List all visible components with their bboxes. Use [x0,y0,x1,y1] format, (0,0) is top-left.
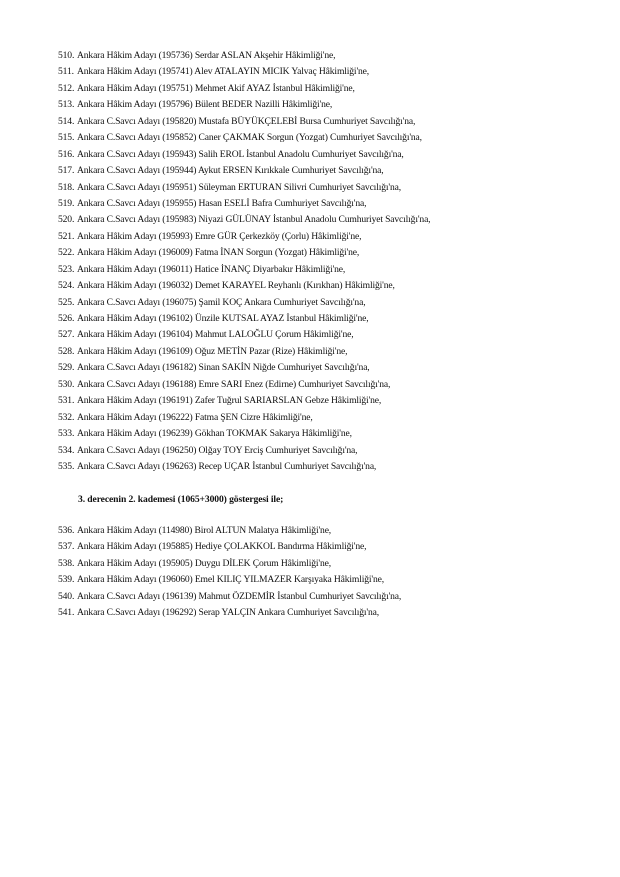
item-number: 511. [58,66,74,78]
item-text: Ankara Hâkim Adayı (196102) Ünzile KUTSAL AYAZ İstanbul Hâkimliği'ne, [77,313,369,324]
item-number: 522. [58,247,75,259]
item-text: Ankara Hâkim Adayı (195885) Hediye ÇOLAKKOL Bandırma Hâkimliği'ne, [77,541,367,553]
item-number: 540. [58,590,75,602]
list-item [58,212,598,228]
appointment-list-1 [58,48,598,475]
list-item [58,377,598,393]
item-text: Ankara Hâkim Adayı (196032) Demet KARAYEL Reyhanlı (Kırıkhan) Hâkimliği'ne, [77,280,395,292]
item-number: 518. [58,181,75,193]
item-number: 512. [58,82,75,94]
item-number: 535. [58,460,75,472]
list-item [58,196,598,212]
item-number: 531. [58,395,75,407]
item-text: Ankara C.Savcı Adayı (196188) Emre SARI Enez (Edirne) Cumhuriyet Savcılığı'na, [77,378,391,390]
item-number: 528. [58,345,75,357]
item-text: Ankara C.Savcı Adayı (196139) Mahmut ÖZDEMİR İstanbul Cumhuriyet Savcılığı'na, [77,590,402,602]
item-number: 532. [58,411,75,423]
item-text: Ankara C.Savcı Adayı (195852) Caner ÇAKMAK Sorgun (Yozgat) Cumhuriyet Savcılığı'na, [77,132,422,144]
list-item [58,278,598,294]
list-item [58,229,598,245]
list-item [58,572,598,588]
item-text: Ankara Hâkim Adayı (195905) Duygu DİLEK Çorum Hâkimliği'ne, [77,557,331,569]
list-item [58,556,598,572]
item-number: 510. [58,50,75,61]
list-item [58,114,598,130]
item-text: Ankara C.Savcı Adayı (195944) Aykut ERSEN Kırıkkale Cumhuriyet Savcılığı'na, [77,165,384,177]
list-item [58,147,598,163]
item-text: Ankara C.Savcı Adayı (196182) Sinan SAKİN Niğde Cumhuriyet Savcılığı'na, [77,362,370,374]
list-item [58,295,598,311]
item-text: Ankara C.Savcı Adayı (196292) Serap YALÇIN Ankara Cumhuriyet Savcılığı'na, [77,607,380,619]
item-number: 538. [58,557,75,569]
item-number: 539. [58,574,75,586]
item-number: 525. [58,296,75,308]
list-item [58,589,598,605]
list-item [58,344,598,360]
item-number: 536. [58,525,75,536]
list-item [58,426,598,442]
list-item [58,605,598,621]
item-text: Ankara C.Savcı Adayı (195820) Mustafa BÜYÜKÇELEBİ Bursa Cumhuriyet Savcılığı'na, [77,115,416,127]
item-text: Ankara Hâkim Adayı (196191) Zafer Tuğrul SARIARSLAN Gebze Hâkimliği'ne, [77,395,382,407]
item-number: 541. [58,607,75,619]
item-text: Ankara Hâkim Adayı (195741) Alev ATALAYIN MICIK Yalvaç Hâkimliği'ne, [77,66,370,78]
list-item [58,410,598,426]
list-item [58,97,598,113]
appointment-list-2 [58,523,598,622]
item-text: Ankara Hâkim Adayı (196011) Hatice İNANÇ Diyarbakır Hâkimliği'ne, [77,263,346,275]
item-text: Ankara C.Savcı Adayı (196263) Recep UÇAR İstanbul Cumhuriyet Savcılığı'na, [77,460,377,472]
item-number: 517. [58,165,75,177]
item-text: Ankara Hâkim Adayı (195736) Serdar ASLAN Akşehir Hâkimliği'ne, [77,50,336,61]
item-number: 521. [58,230,75,242]
item-text: Ankara Hâkim Adayı (196109) Oğuz METİN Pazar (Rize) Hâkimliği'ne, [77,345,348,357]
item-text: Ankara C.Savcı Adayı (195983) Niyazi GÜLÜNAY İstanbul Anadolu Cumhuriyet Savcılığı'na, [77,214,431,226]
item-number: 513. [58,99,75,111]
item-number: 515. [58,132,75,144]
item-number: 520. [58,214,75,226]
item-number: 530. [58,378,75,390]
item-number: 519. [58,197,75,209]
item-text: Ankara C.Savcı Adayı (195951) Süleyman ERTURAN Silivri Cumhuriyet Savcılığı'na, [77,181,401,193]
list-item [58,81,598,97]
list-item [58,311,598,327]
item-number: 526. [58,313,75,324]
item-text: Ankara Hâkim Adayı (196060) Emel KILIÇ YILMAZER Karşıyaka Hâkimliği'ne, [77,574,384,586]
item-number: 529. [58,362,75,374]
list-item [58,262,598,278]
item-number: 533. [58,428,75,440]
list-item [58,163,598,179]
item-text: Ankara Hâkim Adayı (196239) Gökhan TOKMAK Sakarya Hâkimliği'ne, [77,428,352,440]
list-item [58,180,598,196]
item-number: 523. [58,263,75,275]
item-text: Ankara C.Savcı Adayı (196250) Olğay TOY Erciş Cumhuriyet Savcılığı'na, [77,444,358,456]
list-item [58,360,598,376]
section-heading: 3. derecenin 2. kademesi (1065+3000) göstergesi ile; [78,494,284,505]
list-item [58,48,598,64]
item-text: Ankara C.Savcı Adayı (196075) Şamil KOÇ Ankara Cumhuriyet Savcılığı'na, [77,296,366,308]
item-text: Ankara Hâkim Adayı (195993) Emre GÜR Çerkezköy (Çorlu) Hâkimliği'ne, [77,230,362,242]
list-item [58,130,598,146]
item-text: Ankara Hâkim Adayı (196009) Fatma İNAN Sorgun (Yozgat) Hâkimliği'ne, [77,247,360,259]
item-text: Ankara Hâkim Adayı (196222) Fatma ŞEN Cizre Hâkimliği'ne, [77,411,313,423]
item-text: Ankara C.Savcı Adayı (195943) Salih EROL İstanbul Anadolu Cumhuriyet Savcılığı'na, [77,148,404,160]
item-number: 534. [58,444,75,456]
list-item [58,393,598,409]
list-item [58,539,598,555]
list-item [58,443,598,459]
item-number: 524. [58,280,75,292]
list-item [58,245,598,261]
item-text: Ankara Hâkim Adayı (114980) Birol ALTUN Malatya Hâkimliği'ne, [77,525,332,536]
item-number: 514. [58,115,75,127]
item-number: 537. [58,541,75,553]
item-number: 527. [58,329,75,341]
list-item [58,327,598,343]
item-text: Ankara Hâkim Adayı (195796) Bülent BEDER Nazilli Hâkimliği'ne, [77,99,333,111]
item-text: Ankara Hâkim Adayı (195751) Mehmet Akif AYAZ İstanbul Hâkimliği'ne, [77,82,355,94]
item-text: Ankara C.Savcı Adayı (195955) Hasan ESELİ Bafra Cumhuriyet Savcılığı'na, [77,197,367,209]
list-item [58,64,598,80]
item-number: 516. [58,148,75,160]
list-item [58,459,598,475]
item-text: Ankara Hâkim Adayı (196104) Mahmut LALOĞLU Çorum Hâkimliği'ne, [77,329,354,341]
list-item [58,523,598,539]
